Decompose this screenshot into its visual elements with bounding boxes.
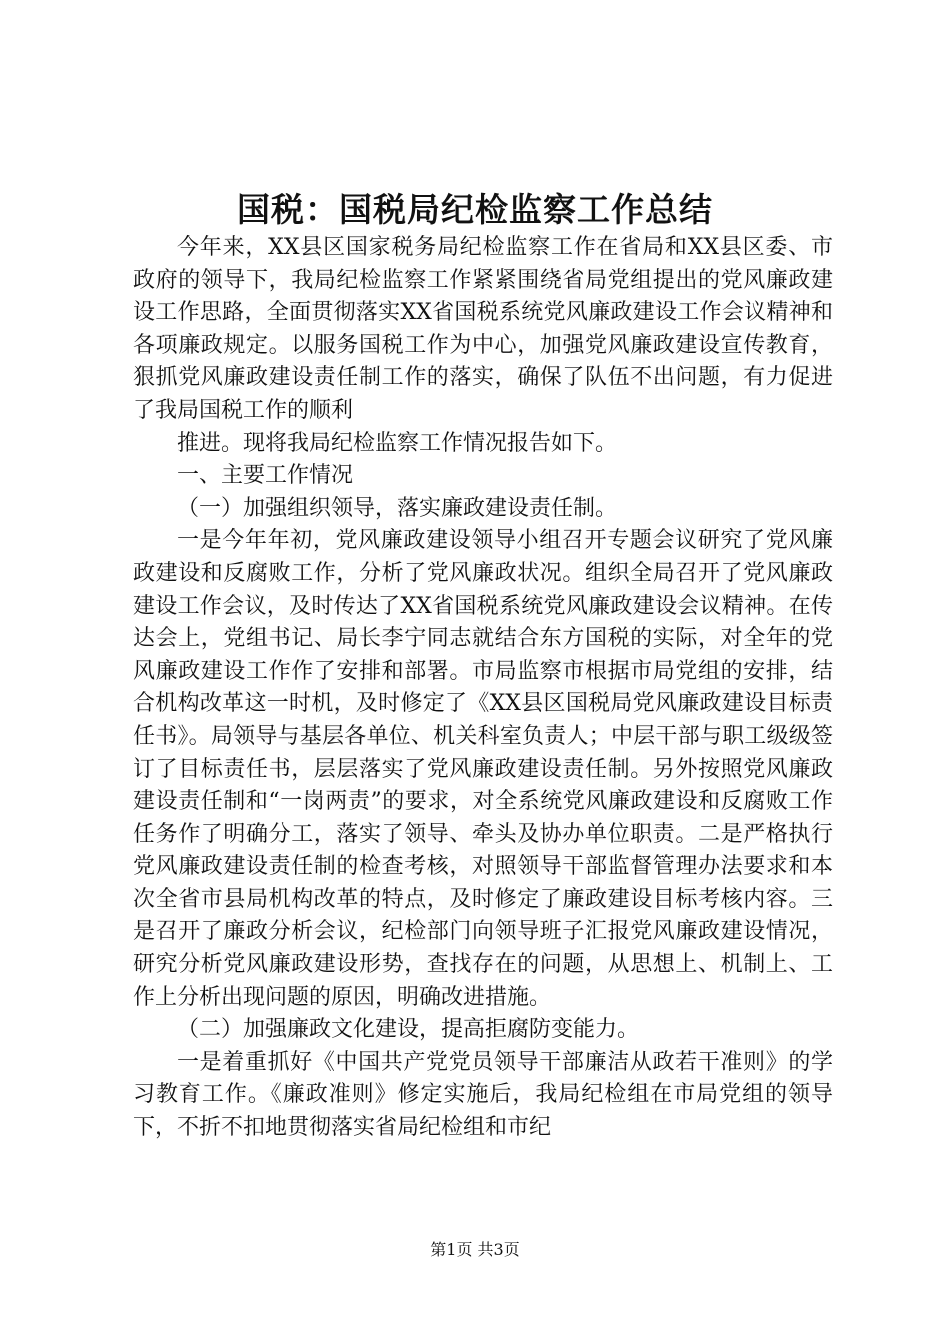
page-number-footer: 第1页 共3页 xyxy=(430,1240,520,1259)
section-heading-main-work: 一、主要工作情况 xyxy=(177,463,354,489)
paragraph-subsection-2: 一是着重抓好《中国共产党党员领导干部廉洁从政若干准则》的学习教育工作。《廉政准则》修定实施后，我局纪检组在市局党组的领导下，不折不扣地贯彻落实省局纪检组和市纪 xyxy=(133,1049,833,1141)
paragraph-intro-continued: 推进。现将我局纪检监察工作情况报告如下。 xyxy=(177,430,618,456)
document-body xyxy=(133,232,833,1145)
document-title: 国税：国税局纪检监察工作总结 xyxy=(237,190,713,229)
subsection-heading-2: （二）加强廉政文化建设，提高拒腐防变能力。 xyxy=(177,1017,640,1043)
subsection-heading-1: （一）加强组织领导，落实廉政建设责任制。 xyxy=(177,495,618,521)
paragraph-subsection-1: 一是今年年初，党风廉政建设领导小组召开专题会议研究了党风廉政建设和反腐败工作，分析了党风廉政状况。组织全局召开了党风廉政建设工作会议，及时传达了XX省国税系统党风廉政建设会议精神。在传达会上，党组书记、局长李宁同志就结合东方国税的实际，对全年的党风廉政建设工作作了安排和部署。市局监察市根据市局党组的安排，结合机构改革这一时机，及时修定了《XX县区国税局党风廉政建设目标责任书》。局领导与基层各单位、机关科室负责人；中层干部与职工级级签订了目标责任书，层层落实了党风廉政建设责任制。另外按照党风廉政建设责任制和“一岗两责”的要求，对全系统党风廉政建设和反腐败工作任务作了明确分工，落实了领导、牵头及协办单位职责。二是严格执行党风廉政建设责任制的检查考核，对照领导干部监督管理办法要求和本次全省市县局机构改革的特点，及时修定了廉政建设目标考核内容。三是召开了廉政分析会议，纪检部门向领导班子汇报党风廉政建设情况，研究分析党风廉政建设形势，查找存在的问题，从思想上、机制上、工作上分析出现问题的原因，明确改进措施。 xyxy=(133,528,833,1010)
paragraph-intro: 今年来，XX县区国家税务局纪检监察工作在省局和XX县区委、市政府的领导下，我局纪检监察工作紧紧围绕省局党组提出的党风廉政建设工作思路，全面贯彻落实XX省国税系统党风廉政建设工作会议精神和各项廉政规定。以服务国税工作为中心，加强党风廉政建设宣传教育，狠抓党风廉政建设责任制工作的落实，确保了队伍不出问题，有力促进了我局国税工作的顺利 xyxy=(133,235,833,423)
